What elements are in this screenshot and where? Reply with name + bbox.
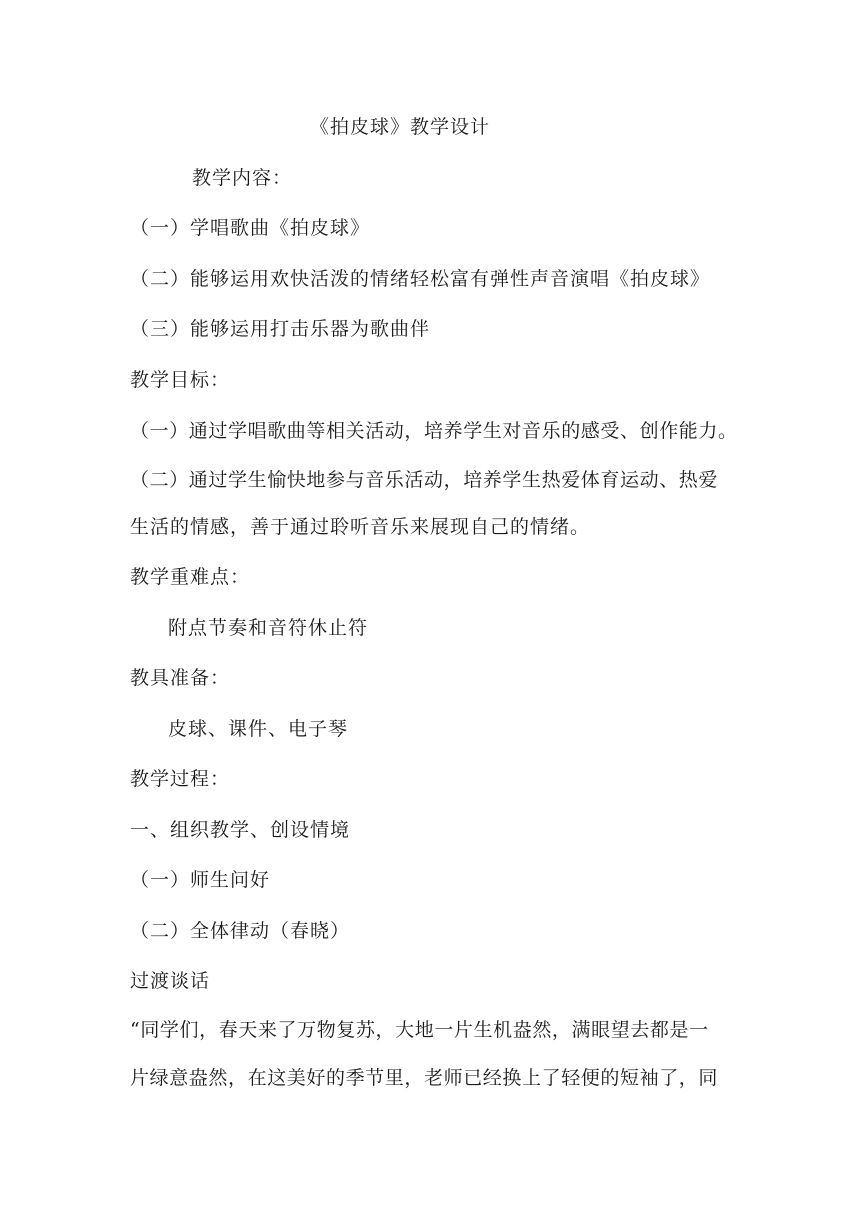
document-title: 《拍皮球》教学设计 <box>310 116 491 138</box>
transition-line-1: “同学们，春天来了万物复苏，大地一片生机盎然，满眼望去都是一 <box>130 1019 709 1041</box>
tools-heading: 教具准备： <box>130 667 231 689</box>
content-item-1: （一）学唱歌曲《拍皮球》 <box>130 217 371 239</box>
process-section: 一、组织教学、创设情境 <box>130 819 351 841</box>
transition-line-2: 片绿意盎然，在这美好的季节里，老师已经换上了轻便的短袖了，同 <box>130 1067 719 1089</box>
tools-text: 皮球、课件、电子琴 <box>168 718 349 740</box>
goals-heading: 教学目标： <box>130 369 231 391</box>
process-item-2: （二）全体律动（春晓） <box>130 920 351 942</box>
goals-item-2-continued: 生活的情感，善于通过聆听音乐来展现自己的情绪。 <box>130 516 591 538</box>
transition-heading: 过渡谈话 <box>130 970 211 992</box>
key-points-text: 附点节奏和音符休止符 <box>168 617 369 639</box>
content-heading: 教学内容： <box>192 167 293 189</box>
goals-item-1: （一）通过学唱歌曲等相关活动，培养学生对音乐的感受、创作能力。 <box>130 420 738 442</box>
content-item-3: （三）能够运用打击乐器为歌曲伴 <box>130 318 431 340</box>
process-item-1: （一）师生问好 <box>130 869 271 891</box>
key-points-heading: 教学重难点： <box>130 566 251 588</box>
goals-item-2: （二）通过学生愉快地参与音乐活动，培养学生热爱体育运动、热爱 <box>130 469 719 491</box>
content-item-2: （二）能够运用欢快活泼的情绪轻松富有弹性声音演唱《拍皮球》 <box>130 268 711 290</box>
process-heading: 教学过程： <box>130 768 231 790</box>
